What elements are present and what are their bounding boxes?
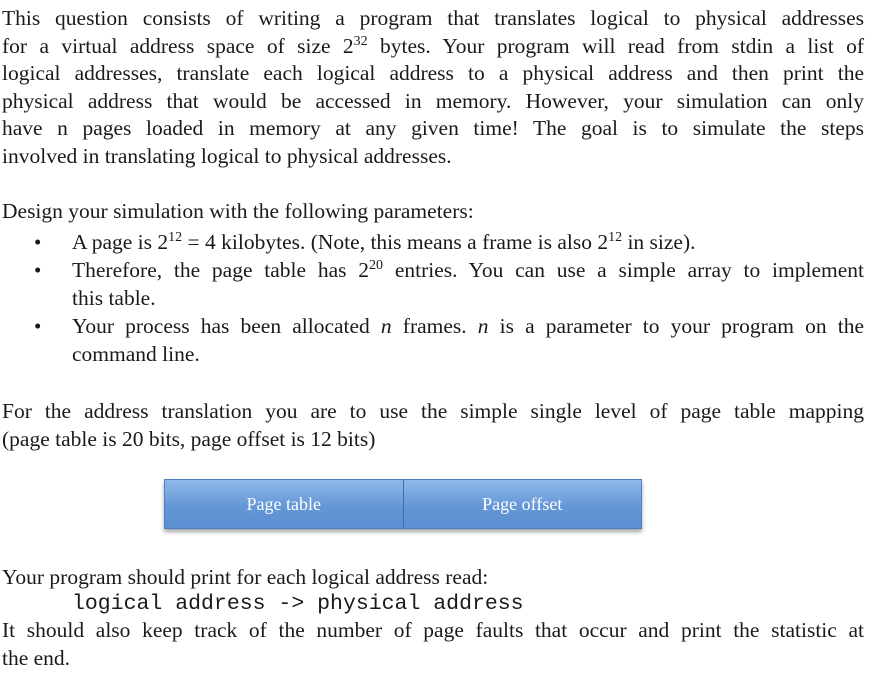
- design-heading: Design your simulation with the following parameters:: [2, 199, 474, 223]
- output-format-code: logical address -> physical address: [72, 592, 524, 616]
- bullet-icon: •: [34, 314, 42, 338]
- bullet-icon: •: [34, 258, 42, 282]
- page-table-field: Page table: [165, 480, 403, 528]
- intro-paragraph: This question consists of writing a program that translates logical to physical addresses for a virtual address space of size $2^{32}$ bytes. Your program will read from stdin a list of logical addresses, translate each logical address to a physical address and then print the physical address that would be accessed in memory. However, your simulation can only have n pages loaded in memory at any given time! The goal is to simulate the steps involved in translating logical to physical addresses.: [2, 6, 864, 168]
- page-fault-paragraph: It should also keep track of the number of page faults that occur and print the statistic at the end.: [2, 618, 864, 670]
- address-format-diagram: [164, 479, 642, 529]
- list-item: • Your process has been allocated n frames. n is a parameter to your program on the command line.: [34, 314, 864, 366]
- list-item: • A page is $2^{12} = 4$ kilobytes. (Note, this means a frame is also $2^{12}$ in size).: [34, 230, 696, 254]
- bullet-icon: •: [34, 230, 42, 254]
- page-offset-field: Page offset: [403, 480, 642, 528]
- parameter-list: [0, 228, 864, 368]
- output-intro: Your program should print for each logical address read:: [2, 565, 489, 589]
- translation-paragraph: For the address translation you are to use the simple single level of page table mapping (page table is 20 bits, page offset is 12 bits): [2, 399, 864, 451]
- list-item: • Therefore, the page table has $2^{20}$ entries. You can use a simple array to implement this table.: [34, 258, 864, 310]
